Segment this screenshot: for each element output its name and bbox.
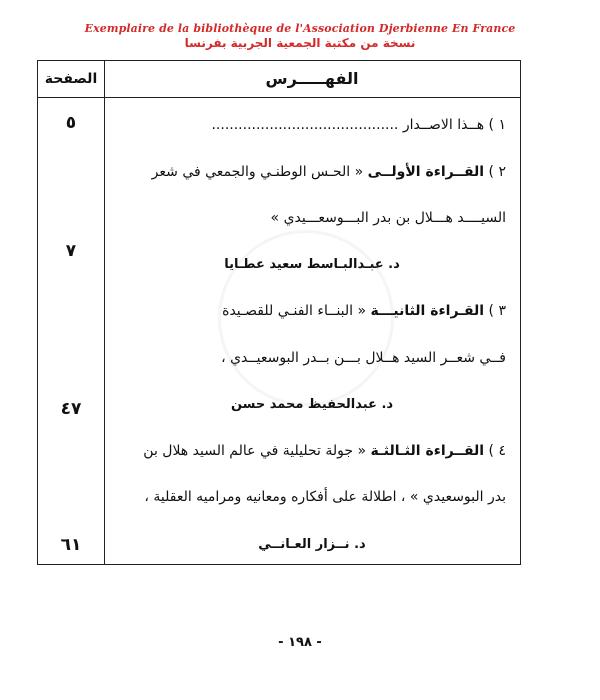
entry-number: ١ ) xyxy=(488,117,506,133)
entry-title: القــراءة الثـالثـة xyxy=(370,443,485,459)
entry-1-page: ٥ xyxy=(65,113,77,133)
toc-entry-1 xyxy=(116,117,506,133)
page-number: - ١٩٨ - xyxy=(278,635,322,650)
entry-title: القـراءة الثانيـــة xyxy=(370,303,485,319)
toc-entry-4-line-1 xyxy=(116,443,506,459)
toc-entry-4-author: د. نــزار العـانــي xyxy=(258,537,366,552)
table-header-row xyxy=(38,61,520,98)
toc-entry-3-author: د. عبدالحفيظ محمد حسن xyxy=(230,397,394,412)
entry-subtitle: « جولة تحليلية في عالم السيد هلال بن xyxy=(143,443,367,459)
entry-number: ٤ ) xyxy=(488,443,506,459)
toc-entry-3-line-2: فــي شعــر السيد هــلال بـــن بــدر البوسعيــدي ، xyxy=(221,350,506,366)
toc-entry-2-line-1 xyxy=(116,164,506,180)
entry-number: ٣ ) xyxy=(488,303,506,319)
toc-entry-2-author: د. عبـدالبـاسط سعيد عطـايا xyxy=(224,257,400,272)
toc-entry-3-line-1 xyxy=(116,303,506,319)
entry-title: القــراءة الأولــى xyxy=(367,164,485,180)
column-divider xyxy=(104,61,105,564)
toc-entry-4-line-2: بدر البوسعيدي » ، اطلالة على أفكاره ومعانيه ومراميه العقلية ، xyxy=(144,489,506,505)
entry-number: ٢ ) xyxy=(488,164,506,180)
index-column-header: الفهـــــرس xyxy=(265,69,359,88)
dot-leader: .......................................... xyxy=(211,117,399,133)
entry-subtitle: « البنــاء الفنـي للقصـيدة xyxy=(222,303,367,319)
entry-subtitle: « الحـس الوطنـي والجمعي في شعر xyxy=(151,164,364,180)
toc-entry-2-line-2: السيــــد هـــلال بن بدر البـــوسعـــيدي » xyxy=(270,210,506,226)
library-stamp-arabic: نسخة من مكتبة الجمعية الجربية بفرنسا xyxy=(184,36,416,50)
entry-3-page: ٤٧ xyxy=(60,399,82,419)
page-column-header: الصفحة xyxy=(44,71,98,87)
library-stamp xyxy=(0,22,600,50)
entry-4-page: ٦١ xyxy=(60,535,82,555)
entry-2-page: ٧ xyxy=(65,241,77,261)
library-stamp-french: Exemplaire de la bibliothèque de l'Association Djerbienne En France xyxy=(84,22,516,35)
entry-title: هــذا الاصــدار xyxy=(402,117,485,133)
table-of-contents xyxy=(37,60,521,565)
